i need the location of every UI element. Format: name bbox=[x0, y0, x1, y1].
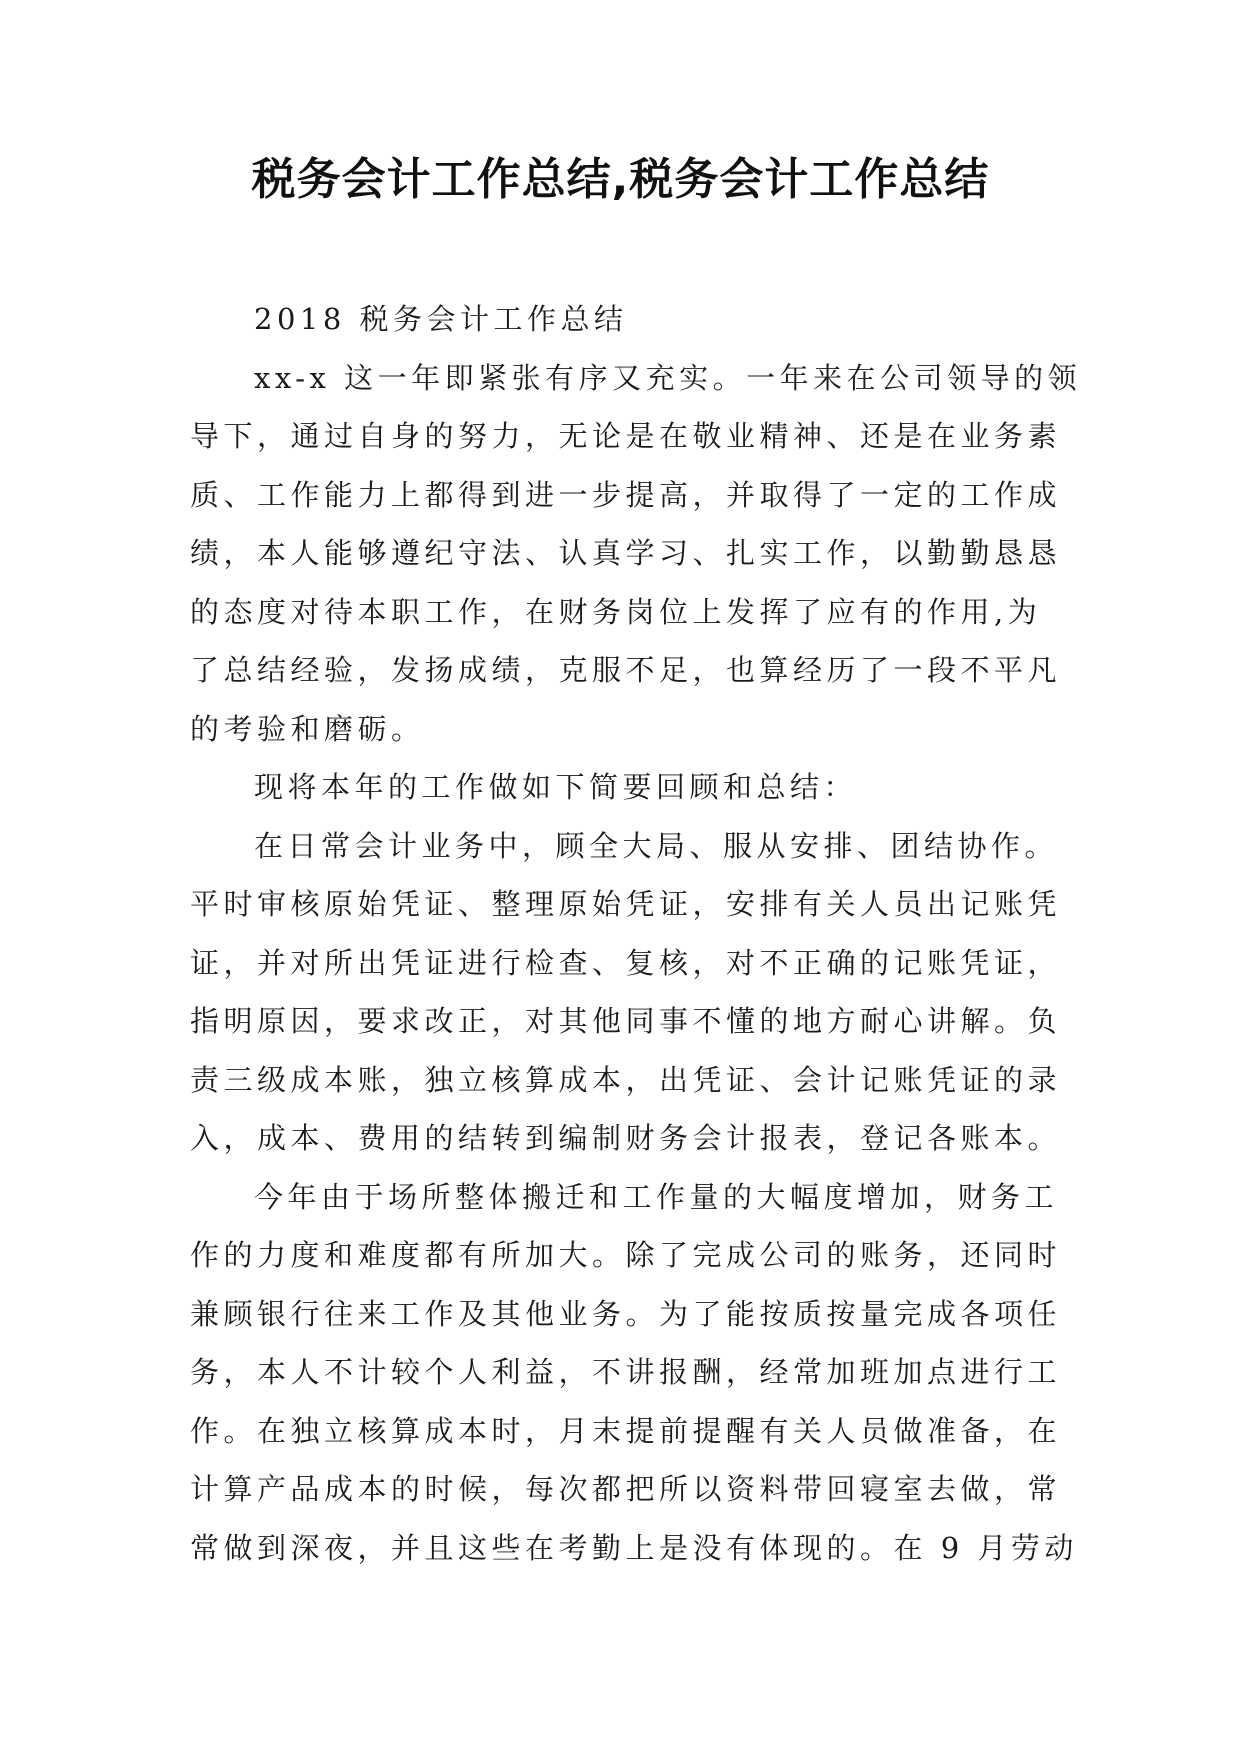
body-line: 质、工作能力上都得到进一步提高，并取得了一定的工作成 bbox=[190, 477, 1062, 512]
body-line: 今年由于场所整体搬迁和工作量的大幅度增加，财务工 bbox=[254, 1179, 1059, 1214]
body-line: 在日常会计业务中，顾全大局、服从安排、团结协作。 bbox=[254, 828, 1059, 863]
body-line: 务，本人不计较个人利益，不讲报酬，经常加班加点进行工 bbox=[190, 1355, 1062, 1389]
body-line: 责三级成本账，独立核算成本，出凭证、会计记账凭证的录 bbox=[190, 1062, 1062, 1097]
body-line: 入，成本、费用的结转到编制财务会计报表，登记各账本。 bbox=[190, 1121, 1062, 1155]
body-line: 绩，本人能够遵纪守法、认真学习、扎实工作，以勤勤恳恳 bbox=[190, 536, 1062, 570]
body-line: xx-x 这一年即紧张有序又充实。一年来在公司领导的领 bbox=[254, 360, 1082, 395]
body-line: 了总结经验，发扬成绩，克服不足，也算经历了一段不平凡 bbox=[190, 653, 1062, 687]
body-line: 计算产品成本的时候，每次都把所以资料带回寝室去做，常 bbox=[190, 1472, 1062, 1506]
body-line: 证，并对所出凭证进行检查、复核，对不正确的记账凭证， bbox=[190, 945, 1062, 980]
body-line: 平时审核原始凭证、整理原始凭证，安排有关人员出记账凭 bbox=[190, 887, 1062, 921]
body-line: 兼顾银行往来工作及其他业务。为了能按质按量完成各项任 bbox=[190, 1296, 1062, 1331]
body-line: 2018 税务会计工作总结 bbox=[254, 302, 628, 336]
body-line: 作的力度和难度都有所加大。除了完成公司的账务，还同时 bbox=[190, 1238, 1062, 1272]
body-line: 的考验和磨砺。 bbox=[190, 711, 425, 746]
body-line: 现将本年的工作做如下简要回顾和总结： bbox=[254, 770, 858, 804]
body-line: 导下，通过自身的努力，无论是在敬业精神、还是在业务素 bbox=[190, 419, 1062, 453]
body-line: 常做到深夜，并且这些在考勤上是没有体现的。在 9 月劳动 bbox=[190, 1530, 1078, 1565]
document-title: 税务会计工作总结,税务会计工作总结 bbox=[251, 154, 990, 205]
body-line: 指明原因，要求改正，对其他同事不懂的地方耐心讲解。负 bbox=[190, 1004, 1062, 1038]
body-line: 的态度对待本职工作，在财务岗位上发挥了应有的作用,为 bbox=[190, 594, 1042, 629]
document-body bbox=[190, 290, 1082, 1577]
body-line: 作。在独立核算成本时，月末提前提醒有关人员做准备，在 bbox=[190, 1413, 1062, 1448]
